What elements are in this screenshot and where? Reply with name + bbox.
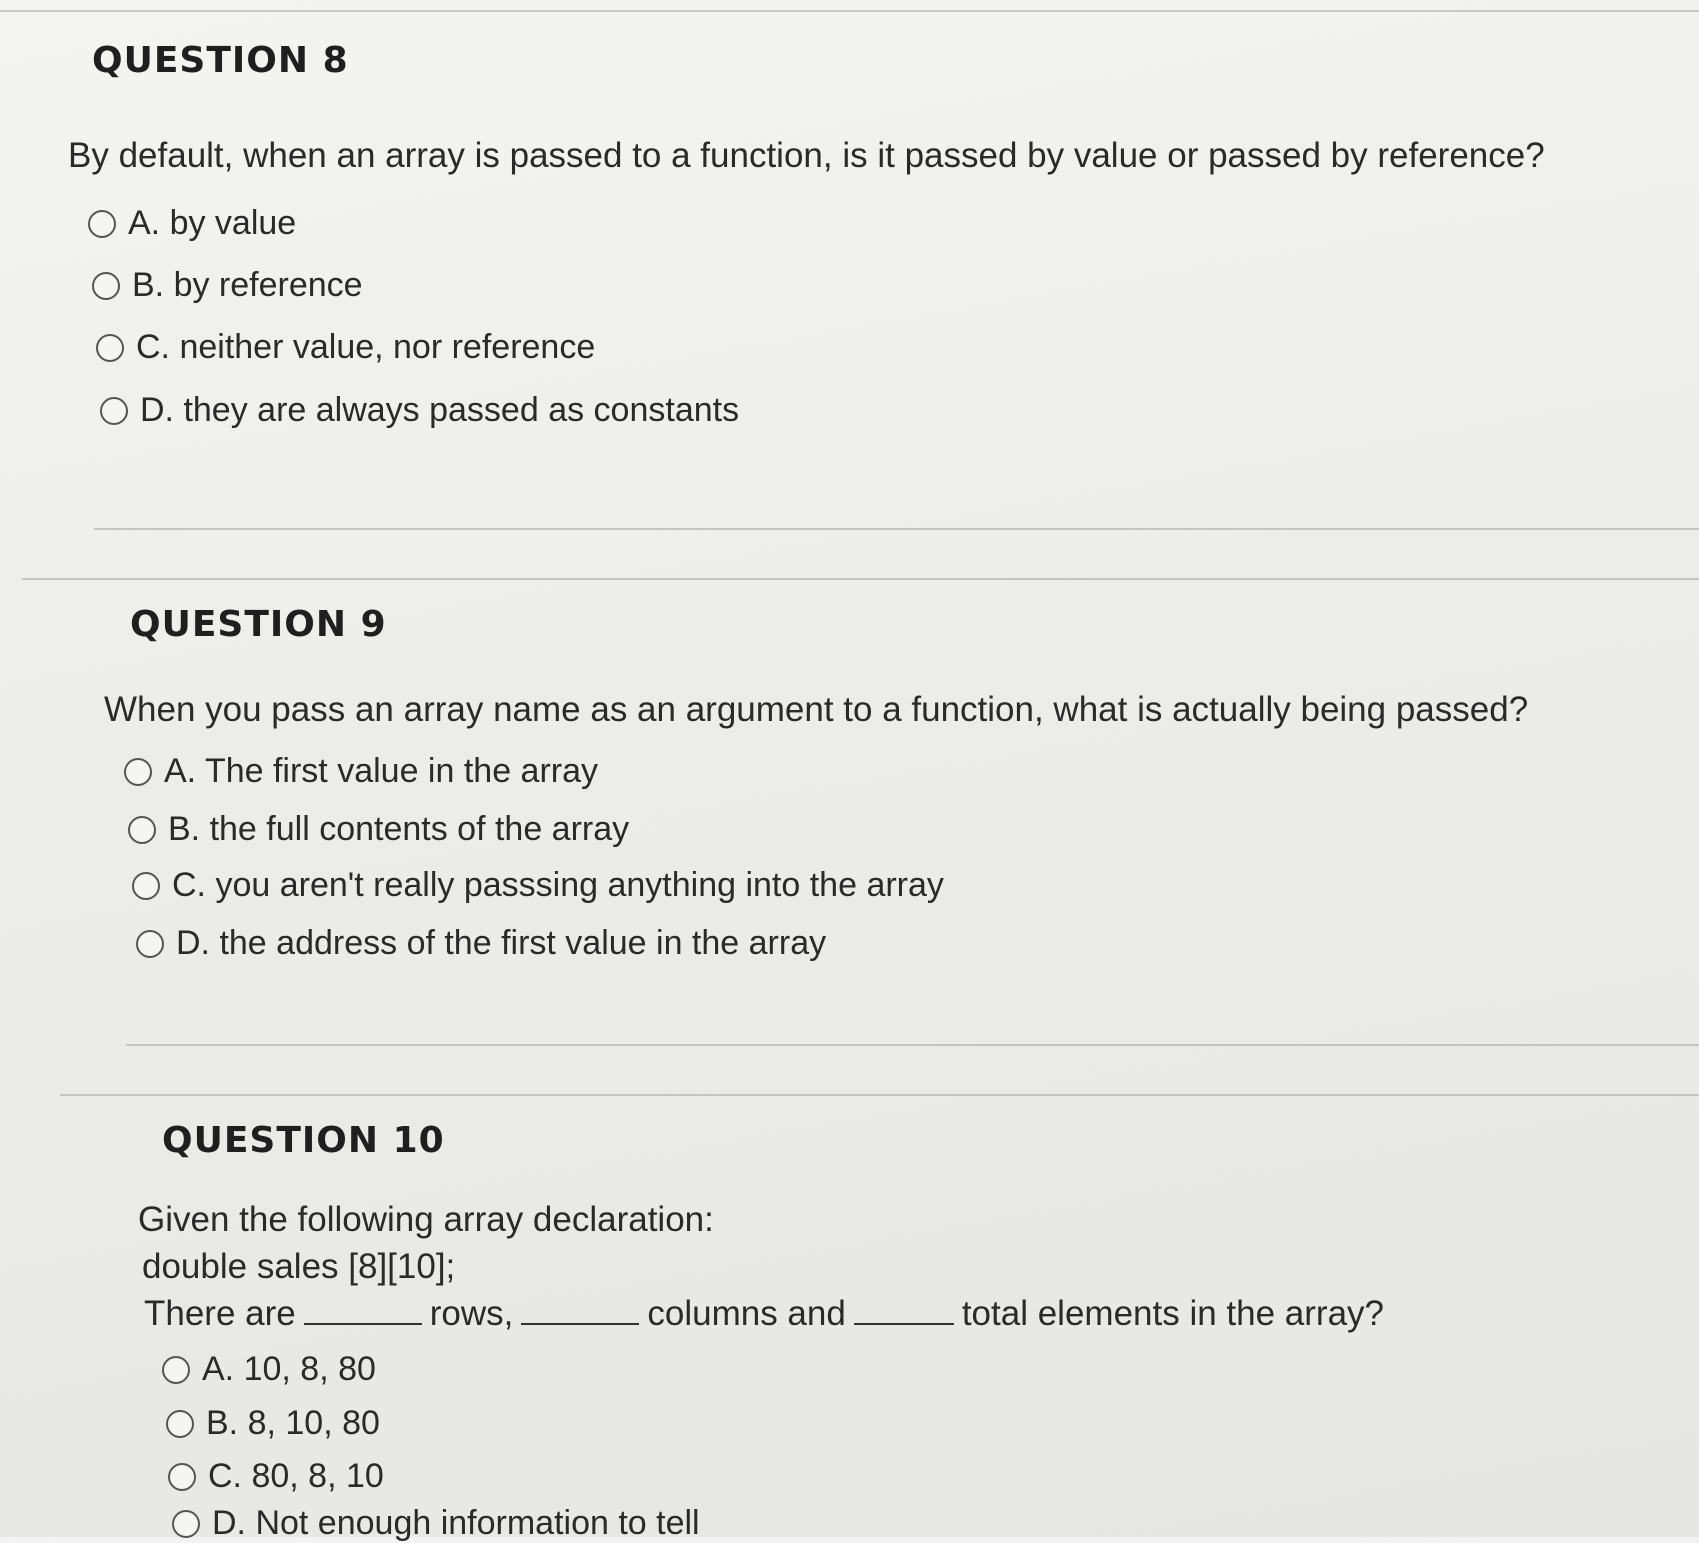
question-9-heading: QUESTION 9: [130, 604, 387, 645]
radio-button[interactable]: [136, 930, 164, 958]
option-label: D. they are always passed as constants: [140, 391, 740, 429]
option-label: D. the address of the first value in the array: [176, 924, 827, 962]
question-10-option-a[interactable]: [162, 1350, 376, 1389]
fill-in-blank: [304, 1295, 422, 1325]
question-10-block: [162, 1120, 445, 1161]
question-10-prompt-line-1: Given the following array declaration:: [138, 1200, 714, 1239]
option-label: B. the full contents of the array: [168, 810, 630, 848]
prompt-text: total elements in the array?: [961, 1294, 1384, 1333]
option-label: A. The first value in the array: [164, 752, 599, 790]
question-8-option-a[interactable]: [88, 204, 296, 243]
radio-button[interactable]: [88, 210, 116, 238]
radio-button[interactable]: [100, 397, 128, 425]
radio-button[interactable]: [172, 1510, 200, 1538]
question-10-prompt-line-3: [144, 1294, 1384, 1334]
radio-button[interactable]: [124, 758, 152, 786]
question-9-option-c[interactable]: [132, 866, 944, 905]
question-8-heading: QUESTION 8: [92, 40, 349, 81]
option-label: B. 8, 10, 80: [206, 1404, 380, 1442]
radio-button[interactable]: [128, 816, 156, 844]
option-label: A. by value: [128, 204, 297, 242]
radio-button[interactable]: [166, 1410, 194, 1438]
question-divider: [60, 1094, 1699, 1096]
question-9-inner-divider: [126, 1044, 1699, 1046]
question-8-block: [92, 40, 349, 81]
question-10-option-b[interactable]: [166, 1404, 380, 1443]
question-9-block: [130, 604, 387, 645]
question-8-prompt: By default, when an array is passed to a function, is it passed by value or passed by reference?: [68, 136, 1545, 175]
question-10-option-d[interactable]: [172, 1504, 700, 1543]
question-9-option-d[interactable]: [136, 924, 826, 963]
radio-button[interactable]: [168, 1463, 196, 1491]
radio-button[interactable]: [96, 334, 124, 362]
top-divider: [0, 10, 1699, 12]
option-label: C. you aren't really passsing anything into the array: [172, 866, 944, 904]
question-10-prompt-line-2: double sales [8][10];: [142, 1247, 456, 1286]
prompt-text: columns and: [647, 1294, 846, 1333]
radio-button[interactable]: [132, 872, 160, 900]
question-8-option-d[interactable]: [100, 391, 739, 430]
radio-button[interactable]: [162, 1356, 190, 1384]
question-9-option-b[interactable]: [128, 810, 629, 849]
option-label: B. by reference: [132, 266, 363, 304]
option-label: D. Not enough information to tell: [212, 1504, 700, 1542]
question-8-inner-divider: [94, 528, 1699, 530]
question-divider: [22, 578, 1699, 580]
prompt-text: rows,: [429, 1294, 514, 1333]
question-8-option-b[interactable]: [92, 266, 363, 305]
prompt-text: There are: [144, 1294, 296, 1333]
radio-button[interactable]: [92, 272, 120, 300]
question-9-option-a[interactable]: [124, 752, 598, 791]
question-10-option-c[interactable]: [168, 1457, 384, 1496]
question-8-option-c[interactable]: [96, 328, 595, 367]
option-label: A. 10, 8, 80: [202, 1350, 376, 1388]
option-label: C. neither value, nor reference: [136, 328, 596, 366]
fill-in-blank: [854, 1295, 954, 1325]
question-9-prompt: When you pass an array name as an argument to a function, what is actually being passed?: [104, 690, 1529, 729]
fill-in-blank: [521, 1295, 639, 1325]
question-10-heading: QUESTION 10: [162, 1120, 445, 1161]
option-label: C. 80, 8, 10: [208, 1457, 384, 1495]
